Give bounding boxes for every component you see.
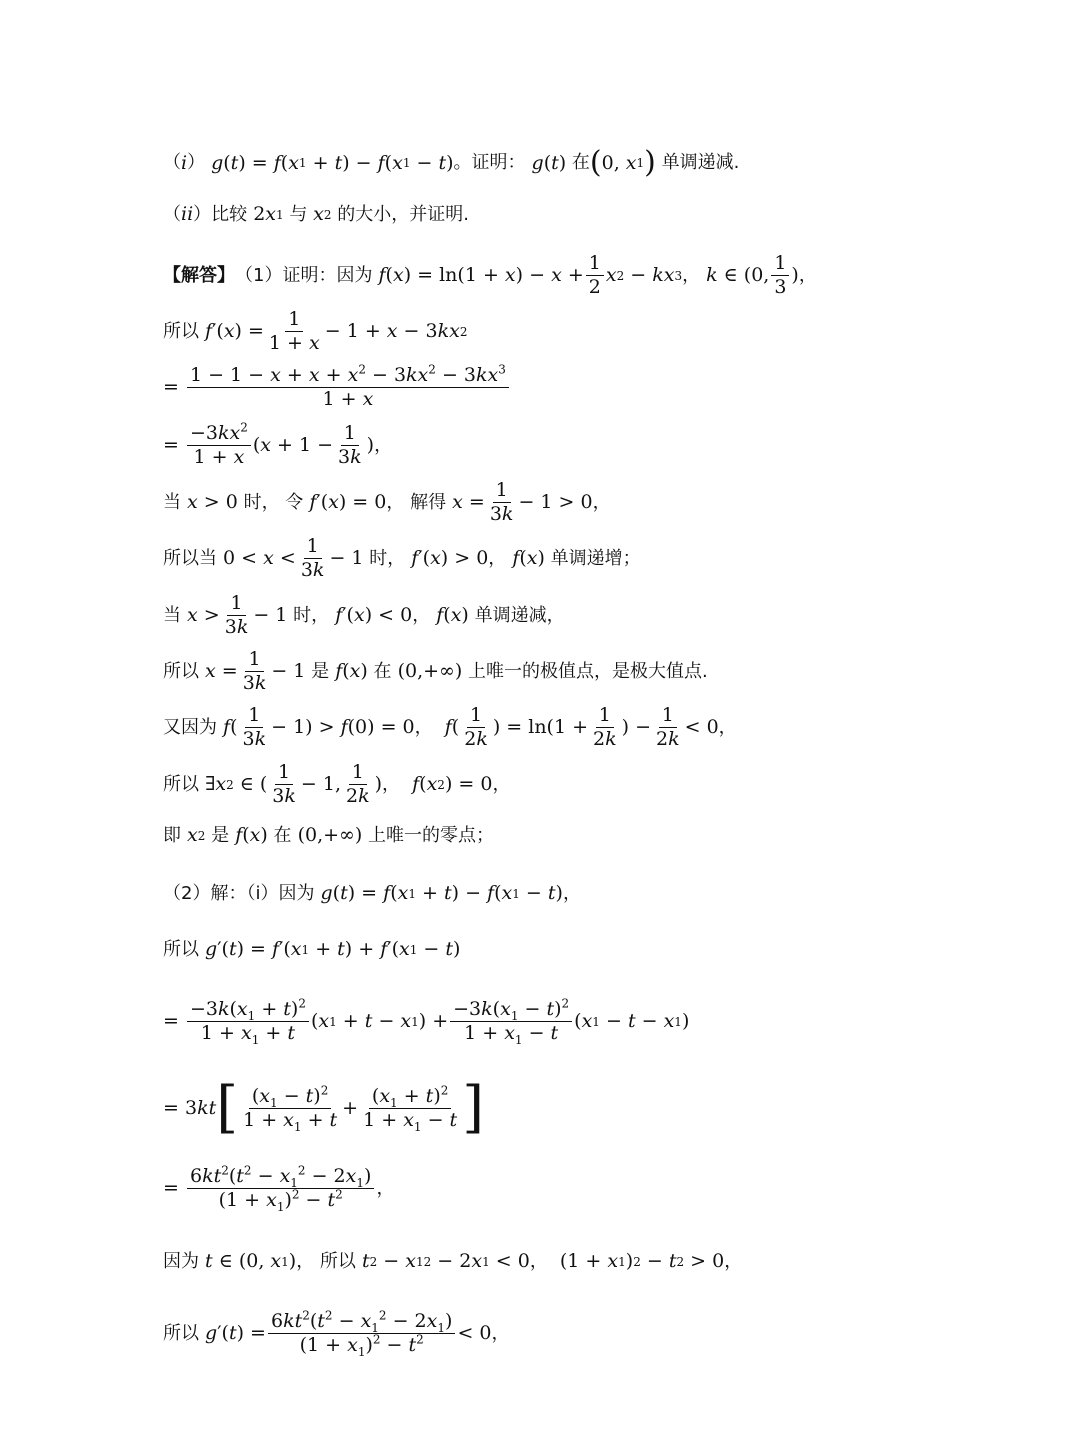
text-line: = $\frac{-3kx^2}{1 + x}$ ( x + 1 − $\frac{1}{3k}$ ) ， <box>163 420 393 468</box>
text-line: 【解答】 （1）证明：因为 f ( x ) = ln(1 + x ) − x + $\frac{1}{2}$ x 2 − kx 3 ， k ∈ (0, $\frac{1}{3}$ ) ， <box>163 252 817 298</box>
text-line: 即 x 2 是 f ( x ) 在 (0,+∞) 上唯一的零点； <box>163 824 495 846</box>
text-line: = $\frac{-3k(x_1 + t)^2}{1 + x_1 + t}$ ( x 1 + t − x 1 ) + $\frac{-3k(x_1 - t)^2}{1 + x_1 - t}$ ( x 1 − t − x 1 ) <box>163 996 690 1047</box>
text-line: （ i ） g ( t ) = f ( x 1 + t ) − f ( x 1 − t ) 。证明： g ( t ) 在 ( 0, x 1 ) 单调递减. <box>163 145 740 180</box>
text-line: 所以当 0 < x < $\frac{1}{3k}$ − 1 时， f ′( x ) > 0 ， f ( x ) 单调递增； <box>163 535 641 581</box>
text-line: （ ii ）比较 2 x 1 与 x 2 的大小，并证明. <box>163 203 469 225</box>
text-line: 当 x > $\frac{1}{3k}$ − 1 时， f ′( x ) < 0 ， f ( x ) 单调递减， <box>163 592 565 638</box>
text-line: 所以 x = $\frac{1}{3k}$ − 1 是 f ( x ) 在 (0,+∞) 上唯一的极值点，是极大值点. <box>163 648 708 694</box>
text-line: 所以 ∃ x 2 ∈ ( $\frac{1}{3k}$ − 1, $\frac{1}{2k}$ ) ， f ( x 2 ) = 0 ， <box>163 761 511 807</box>
text-line: 当 x > 0 时， 令 f ′( x ) = 0 ， 解得 x = $\frac{1}{3k}$ − 1 > 0 ， <box>163 479 611 525</box>
text-line: = $\frac{1 - 1 - x + x + x^2 - 3kx^2 - 3kx^3}{1 + x}$ <box>163 366 1020 409</box>
text-line: 又因为 f ( $\frac{1}{3k}$ − 1) > f (0) = 0 ， f ( $\frac{1}{2k}$ ) = ln(1 + $\frac{1}{2k}$ ) − $\frac{1}{2k}$ < 0 ， <box>163 704 737 750</box>
text-line: = 3 kt [ $\frac{(x_1 - t)^2}{1 + x_1 + t}$ + $\frac{(x_1 + t)^2}{1 + x_1 - t}$ ] <box>163 1075 485 1140</box>
text-line: 所以 f ′( x ) = $\frac{1}{1 + x}$ − 1 + x − 3 kx 2 <box>163 308 468 354</box>
text-line: 所以 g ′( t ) = f ′( x 1 + t ) + f ′( x 1 − t ) <box>163 938 461 960</box>
text-line: 所以 g ′( t ) = $\frac{6kt^2(t^2 - x_1^2 - 2x_1)}{(1 + x_1)^2 - t^2}$ < 0 ， <box>163 1308 510 1359</box>
text-line: （2）解：（i）因为 g ( t ) = f ( x 1 + t ) − f ( x 1 − t ) ， <box>163 882 581 904</box>
text-line: = $\frac{6kt^2(t^2 - x_1^2 - 2x_1)}{(1 + x_1)^2 - t^2}$ ， <box>163 1163 395 1214</box>
text-line: 因为 t ∈ (0, x 1 ) ， 所以 t 2 − x 1 2 − 2 x 1 < 0 ， (1 + x 1 ) 2 − t 2 > 0 ， <box>163 1250 743 1272</box>
